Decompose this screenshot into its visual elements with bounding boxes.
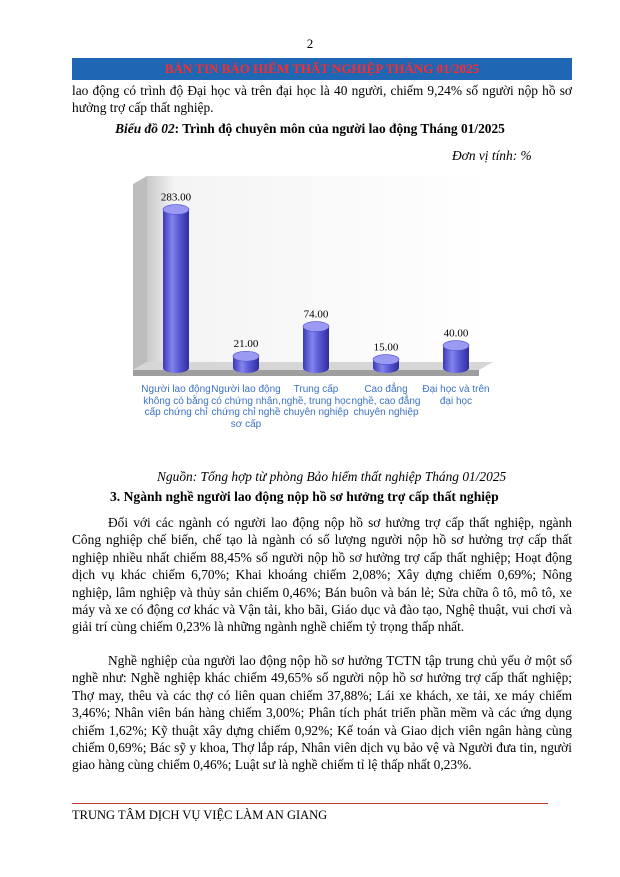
chart-bar-top — [443, 341, 469, 351]
chart-bar — [233, 338, 259, 373]
chart-title-rest: : Trình độ chuyên môn của người lao động Tháng 01/2025 — [174, 121, 505, 136]
footer-rule — [72, 803, 548, 804]
bar-chart-svg — [133, 170, 493, 385]
chart-bar — [303, 309, 329, 373]
chart-unit: Đơn vị tính: % — [452, 148, 532, 163]
chart-x-labels — [133, 384, 493, 444]
chart-bar — [443, 328, 469, 373]
section-heading: 3. Ngành nghề người lao động nộp hồ sơ hưởng trợ cấp thất nghiệp — [110, 489, 499, 504]
chart-bar-top — [303, 322, 329, 332]
chart-data-label: 74.00 — [303, 308, 329, 321]
chart-bar — [373, 342, 399, 373]
chart-bar — [161, 192, 192, 373]
chart-data-label: 15.00 — [373, 341, 399, 354]
chart-data-label: 40.00 — [443, 327, 469, 340]
bulletin-header: BẢN TIN BẢO HIỂM THẤT NGHIỆP THÁNG 01/2025 — [72, 58, 572, 80]
chart-x-label: Trung cấp nghề, trung học chuyên nghiệp — [281, 384, 351, 418]
intro-paragraph: lao động có trình độ Đại học và trên đại học là 40 người, chiếm 9,24% số người nộp hồ sơ hưởng trợ cấp thất nghiệp. — [72, 83, 572, 116]
chart-title — [0, 121, 620, 137]
chart-data-label: 21.00 — [233, 338, 259, 351]
chart-data-label: 283.00 — [160, 191, 192, 204]
chart-bar-top — [233, 351, 259, 361]
chart-source: Nguồn: Tổng hợp từ phòng Bảo hiểm thất nghiệp Tháng 01/2025 — [157, 469, 507, 484]
chart-bar-body — [163, 210, 189, 373]
chart-x-label: Người lao động có chứng nhận, chứng chỉ nghề sơ cấp — [211, 384, 281, 430]
footer-text: TRUNG TÂM DỊCH VỤ VIỆC LÀM AN GIANG — [72, 808, 328, 822]
page-number: 2 — [306, 36, 314, 51]
chart-bar-top — [373, 355, 399, 365]
chart-x-label: Đại học và trên đại học — [422, 384, 490, 407]
chart-x-label: Cao đẳng nghề, cao đẳng chuyên nghiệp — [351, 384, 421, 418]
chart-bar-body — [303, 327, 329, 373]
section-paragraph-2: Nghề nghiệp của người lao động nộp hồ sơ hưởng TCTN tập trung chủ yếu ở một số nghề như: Nghề nghiệp khác chiếm 49,65% số người nộp hồ sơ hưởng trợ cấp thất nghiệp; Thợ may, thêu và các thợ có liên quan chiếm 37,88%; Lái xe khách, xe tải, xe máy chiếm 3,46%; Nhân viên bán hàng chiếm 3,00%; Phân tích phát triển phần mềm và các ứng dụng chiếm 1,62%; Kỹ thuật xây dựng chiếm 0,92%; Kế toán và Giao dịch viên ngân hàng cùng chiếm 0,69%; Bác sỹ y khoa, Thợ lắp ráp, Nhân viên dịch vụ bảo vệ và Người đưa tin, người giao hàng cùng chiếm 0,46%; Luật sư là nghề chiếm tỉ lệ thấp nhất 0,23%. — [72, 653, 572, 773]
chart-bar-top — [163, 205, 189, 215]
chart-title-prefix: Biểu đồ 02 — [115, 121, 175, 136]
chart-side-wall — [133, 176, 147, 370]
chart-x-label: Người lao động không có bằng cấp chứng chỉ — [141, 384, 211, 418]
section-paragraph-1: Đối với các ngành có người lao động nộp hồ sơ hưởng trợ cấp thất nghiệp, ngành Công nghiệp chế biến, chế tạo là ngành có số lượng người nộp hồ sơ hưởng trợ cấp thất nghiệp nhiều nhất chiếm 88,45% số người nộp hồ sơ hưởng trợ cấp thất nghiệp; Hoạt động dịch vụ khác chiếm 6,70%; Khai khoáng chiếm 2,08%; Xây dựng chiếm 0,69%; Nông nghiệp, lâm nghiệp và thủy sản chiếm 0,46%; Bán buôn và bán lẻ; Sửa chữa ô tô, mô tô, xe máy và xe có động cơ khác và Vận tải, kho bãi, Giáo dục và đào tạo, Nghệ thuật, vui chơi và giải trí cùng chiếm 0,23% là những ngành nghề chiếm tỷ trọng thấp nhất. — [72, 515, 572, 635]
